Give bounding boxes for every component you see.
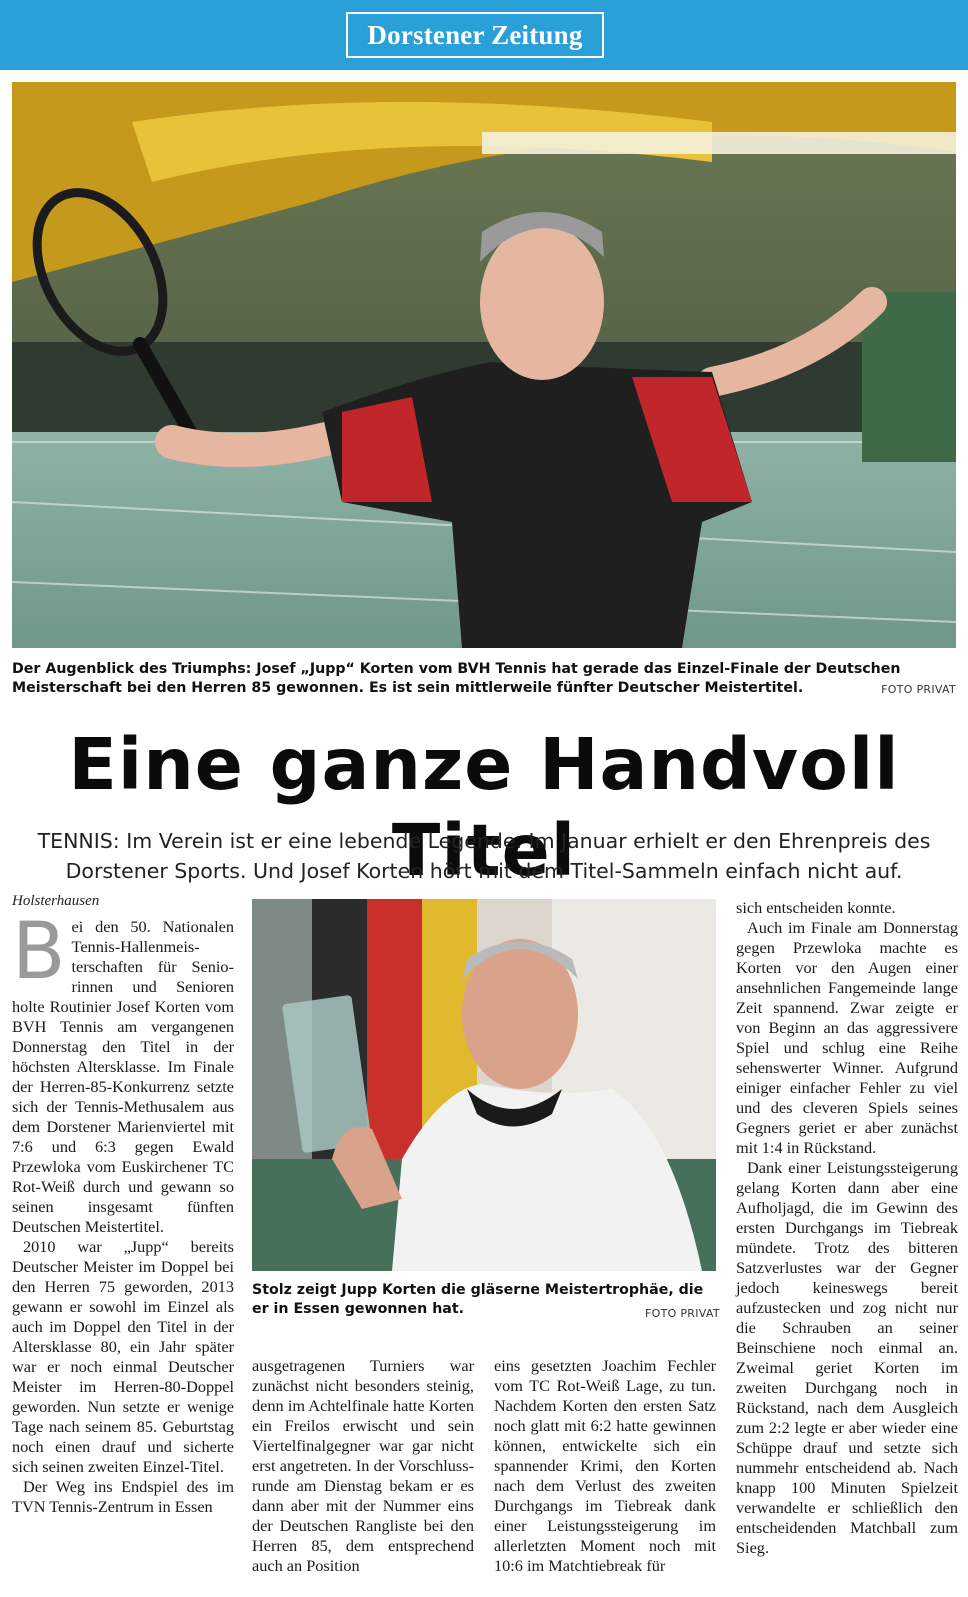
article-paragraph xyxy=(12,907,234,1237)
top-photo-credit: FOTO PRIVAT xyxy=(881,683,956,696)
article-paragraph: ausgetragenen Turniers war zunächst nicht besonders steinig, denn im Achtelfinale hatte Korten ein Freilos erwischt und sein Viertelfinalgegner war gar nicht erst angetreten. In der Vorschlussrunde am Dienstag bekam er es dann aber mit der Nummer eins der Deutschen Rangliste bei den Herren 85, dem entsprechend auch an Position xyxy=(252,1356,474,1575)
newspaper-logo[interactable]: Dorstener Zeitung xyxy=(346,12,604,58)
mid-photo-caption: Stolz zeigt Jupp Korten die gläserne Meistertrophäe, die er in Essen gewonnen hat. xyxy=(252,1282,704,1317)
top-photo-caption: Der Augenblick des Triumphs: Josef „Jupp“ Korten vom BVH Tennis hat gerade das Einzel-Finale der Deutschen Meisterschaft bei den Herren 85 gewonnen. Es ist sein mittlerweile fünfter Deutscher Meistertitel. xyxy=(12,661,901,696)
article-column-2 xyxy=(252,1356,474,1576)
dateline: Holsterhausen xyxy=(12,893,100,909)
article-paragraph: Der Weg ins Endspiel des im TVN Tennis-Zentrum in Essen xyxy=(12,1477,234,1516)
top-photo xyxy=(12,82,956,648)
article-paragraph: 2010 war „Jupp“ bereits Deutscher Meister im Doppel bei den Herren 75 geworden, 2013 gewann er sowohl im Einzel als auch im Doppel den Titel in der Altersklasse 80, ein Jahr später war er noch einmal Deutscher Meister im Herren-80-Doppel geworden. Nun setzte er wenige Tage nach seinem 85. Geburtstag noch einen drauf und sicherte sich seinen zweiten Einzel-Titel. xyxy=(12,1237,234,1476)
mid-photo xyxy=(252,899,716,1271)
article-column-1 xyxy=(12,907,234,1517)
teaser: TENNIS: Im Verein ist er eine lebende Legende. Im Januar erhielt er den Ehrenpreis des Dorstener Sports. Und Josef Korten hört mit dem Titel-Sammeln einfach nicht auf. xyxy=(37,829,931,883)
article-paragraph: eins gesetzten Joachim Fechler vom TC Rot-Weiß Lage, zu tun. Nachdem Korten den ersten Satz noch glatt mit 6:2 hatte gewinnen können, entwickelte sich ein spannender Krimi, den Korten nach dem Verlust des zweiten Durchgangs im Tiebreak dank einer Leistungssteigerung im allerletzten Moment noch mit 10:6 im Matchtiebreak für xyxy=(494,1356,716,1575)
mid-photo-credit: FOTO PRIVAT xyxy=(645,1307,720,1320)
headline: Eine ganze Handvoll Titel xyxy=(68,723,900,892)
article-paragraph-text: ei den 50. Nationalen Tennis-Hallenmeisterschaften für Seniorinnen und Senioren holte Routinier Josef Korten vom BVH Tennis am vergangenen Donnerstag den Titel in der höchsten Altersklasse. Im Finale der Herren-85-Konkurrenz setzte sich der Tennis-Methusalem aus dem Dorstener Marienviertel mit 7:6 und 6:3 gegen Ewald Przewloka vom Euskirchener TC Rot-Weiß durch und gewann so seinen insgesamt fünften Deutschen Meistertitel. xyxy=(12,917,234,1236)
article-paragraph: Dank einer Leistungssteigerung gelang Korten dann aber eine Aufholjagd, die im Gewinn des ersten Durchgangs im Tiebreak mündete. Trotz des bitteren Satzverlustes war der Gegner jedoch keineswegs bereit aufzustecken und zog nicht nur die Schrauben an seiner Beinschiene noch einmal an. Zweimal geriet Korten im zweiten Durchgang noch in Rückstand, nach dem Ausgleich zum 2:2 legte er aber wieder eine Schüppe drauf und setzte sich nummehr entscheidend ab. Nach knapp 100 Minuten Spielzeit verwandelte er schließlich den entscheidenden Matchball zum Sieg. xyxy=(736,1158,958,1557)
masthead xyxy=(0,0,968,70)
article-column-3 xyxy=(494,1356,716,1576)
article-paragraph: Auch im Finale am Donnerstag gegen Przewloka machte es Korten vor den Augen einer ansehnlichen Fangemeinde lange Zeit spannend. Zwar zeigte er von Beginn an das aggressivere Spiel und schlug eine Reihe sehenswerter Winner. Aufgrund einiger einfacher Fehler zu viel und des cleveren Spiels seines Gegners geriet er aber zunächst mit 1:4 in Rückstand. xyxy=(736,918,958,1157)
article-paragraph: sich entscheiden konnte. xyxy=(736,898,896,917)
article-column-4 xyxy=(736,898,958,1558)
dropcap: B xyxy=(12,907,66,997)
